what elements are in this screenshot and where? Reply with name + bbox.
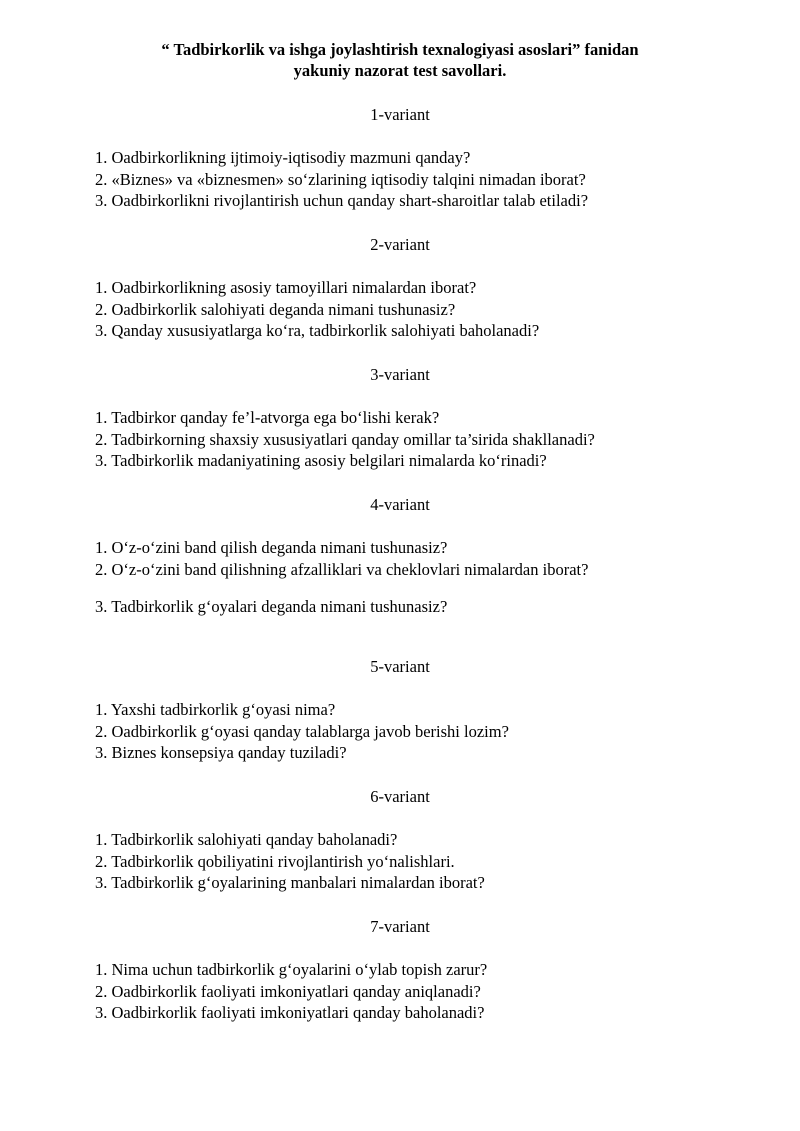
- question-item: 3. Biznes konsepsiya qanday tuziladi?: [95, 743, 347, 762]
- question-item: 2. Oadbirkorlik g‘oyasi qanday talablarga javob berishi lozim?: [95, 722, 509, 741]
- question-item: 2. Oadbirkorlik faoliyati imkoniyatlari qanday aniqlanadi?: [95, 982, 481, 1001]
- variant-heading: 7-variant: [370, 917, 430, 936]
- question-item: 2. Oadbirkorlik salohiyati deganda nimani tushunasiz?: [95, 300, 456, 319]
- question-item: 2. «Biznes» va «biznesmen» so‘zlarining iqtisodiy talqini nimadan iborat?: [95, 170, 586, 189]
- question-item: 3. Oadbirkorlik faoliyati imkoniyatlari qanday baholanadi?: [95, 1003, 485, 1022]
- question-item: 3. Tadbirkorlik g‘oyalarining manbalari nimalardan iborat?: [95, 873, 485, 892]
- question-item: 1. Nima uchun tadbirkorlik g‘oyalarini o‘ylab topish zarur?: [95, 960, 488, 979]
- question-item: 2. O‘z-o‘zini band qilishning afzalliklari va cheklovlari nimalardan iborat?: [95, 560, 589, 579]
- question-item: 3. Qanday xususiyatlarga ko‘ra, tadbirkorlik salohiyati baholanadi?: [95, 321, 540, 340]
- question-item: 1. Yaxshi tadbirkorlik g‘oyasi nima?: [95, 700, 336, 719]
- question-item: 1. Oadbirkorlikning asosiy tamoyillari nimalardan iborat?: [95, 278, 477, 297]
- variant-heading: 5-variant: [370, 657, 430, 676]
- question-item: 3. Oadbirkorlikni rivojlantirish uchun qanday shart-sharoitlar talab etiladi?: [95, 191, 589, 210]
- question-item: 1. Tadbirkorlik salohiyati qanday baholanadi?: [95, 830, 398, 849]
- document-title-line-1: “ Tadbirkorlik va ishga joylashtirish texnalogiyasi asoslari” fanidan: [161, 40, 639, 59]
- document-title-line-2: yakuniy nazorat test savollari.: [293, 61, 507, 80]
- variant-heading: 1-variant: [370, 105, 430, 124]
- question-item: 2. Tadbirkorning shaxsiy xususiyatlari qanday omillar ta’sirida shakllanadi?: [95, 430, 595, 449]
- question-item: 3. Tadbirkorlik g‘oyalari deganda nimani tushunasiz?: [95, 597, 448, 616]
- question-item: 1. Tadbirkor qanday fe’l-atvorga ega bo‘lishi kerak?: [95, 408, 440, 427]
- question-item: 1. Oadbirkorlikning ijtimoiy-iqtisodiy mazmuni qanday?: [95, 148, 471, 167]
- question-item: 3. Tadbirkorlik madaniyatining asosiy belgilari nimalarda ko‘rinadi?: [95, 451, 547, 470]
- variant-heading: 3-variant: [370, 365, 430, 384]
- variant-heading: 6-variant: [370, 787, 430, 806]
- variant-heading: 4-variant: [370, 495, 430, 514]
- question-item: 2. Tadbirkorlik qobiliyatini rivojlantirish yo‘nalishlari.: [95, 852, 455, 871]
- variant-heading: 2-variant: [370, 235, 430, 254]
- question-item: 1. O‘z-o‘zini band qilish deganda nimani tushunasiz?: [95, 538, 448, 557]
